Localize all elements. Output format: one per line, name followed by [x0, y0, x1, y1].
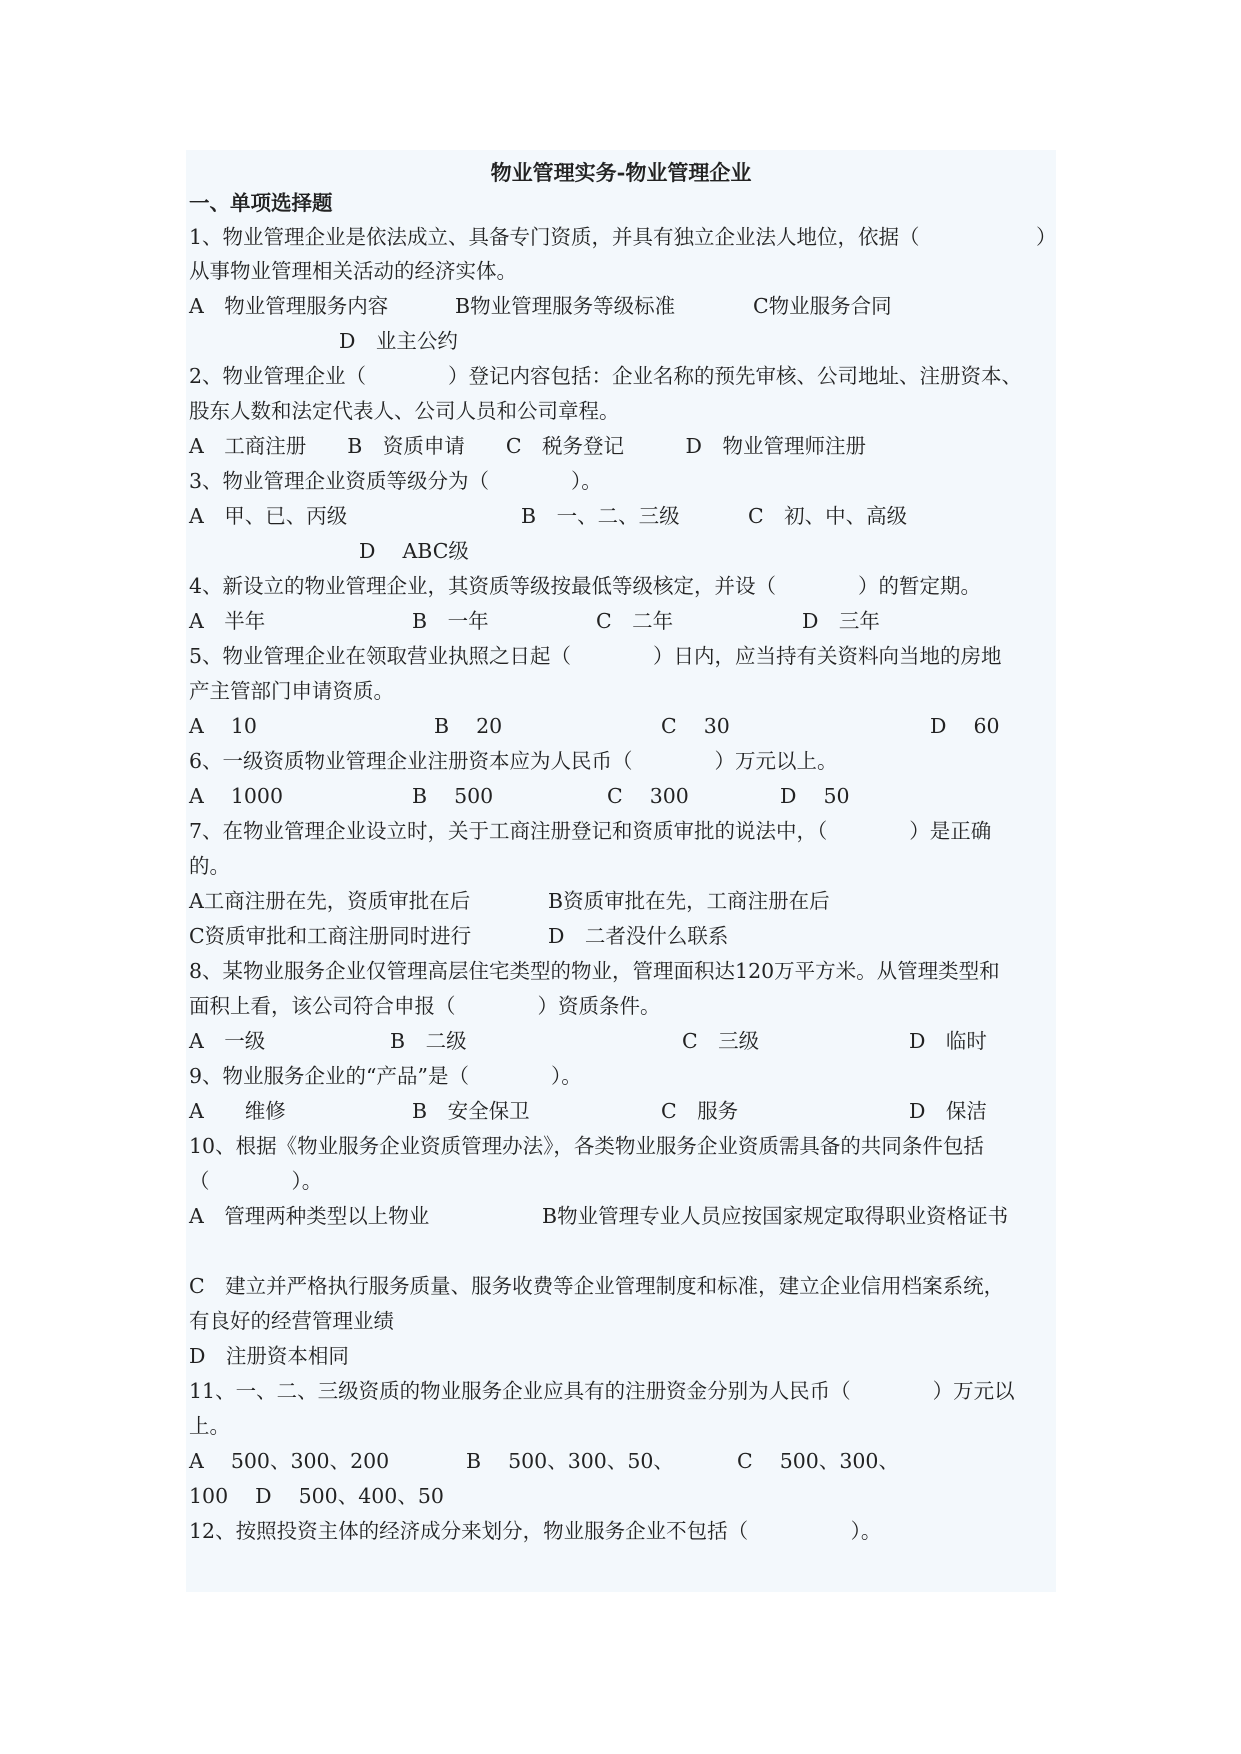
- question-6-option-b: B 500: [412, 784, 494, 808]
- question-3-option-c: C 初、中、高级: [748, 504, 908, 528]
- question-1-option-b: B物业管理服务等级标准: [455, 294, 676, 318]
- question-8-option-c: C 三级: [682, 1029, 760, 1053]
- question-2-line-1: 2、物业管理企业（ ）登记内容包括：企业名称的预先审核、公司地址、注册资本、: [189, 364, 1023, 388]
- question-8-line-2: 面积上看，该公司符合申报（ ）资质条件。: [189, 994, 661, 1018]
- question-4-option-a: A 半年: [189, 609, 266, 633]
- question-7-option-a: A工商注册在先，资质审批在后: [189, 889, 471, 913]
- question-4-option-c: C 二年: [596, 609, 674, 633]
- question-10-option-a: A 管理两种类型以上物业: [189, 1204, 430, 1228]
- question-5-line-2: 产主管部门申请资质。: [189, 679, 394, 703]
- question-11-option-b: B 500、300、50、: [466, 1449, 674, 1473]
- question-6-option-c: C 300: [607, 784, 689, 808]
- question-9-option-d: D 保洁: [909, 1099, 987, 1123]
- question-2-line-2: 股东人数和法定代表人、公司人员和公司章程。: [189, 399, 620, 423]
- section-heading: 一、单项选择题: [189, 191, 333, 215]
- question-10-option-c-line-1: C 建立并严格执行服务质量、服务收费等企业管理制度和标准，建立企业信用档案系统，: [189, 1274, 1005, 1298]
- question-3-line-1: 3、物业管理企业资质等级分为（ ）。: [189, 469, 602, 493]
- question-1-option-c: C物业服务合同: [753, 294, 892, 318]
- question-11-option-c: C 500、300、: [737, 1449, 899, 1473]
- question-9-option-a: A 维修: [189, 1099, 286, 1123]
- question-6-option-a: A 1000: [189, 784, 283, 808]
- question-4-option-d: D 三年: [802, 609, 880, 633]
- question-5-option-d: D 60: [930, 714, 1000, 738]
- question-10-option-c-line-2: 有良好的经营管理业绩: [189, 1309, 394, 1333]
- question-7-option-b: B资质审批在先，工商注册在后: [548, 889, 830, 913]
- question-10-option-d: D 注册资本相同: [189, 1344, 349, 1368]
- question-11-line-4: 100 D 500、400、50: [189, 1484, 444, 1508]
- question-7-option-d: D 二者没什么联系: [548, 924, 729, 948]
- question-9-option-b: B 安全保卫: [412, 1099, 530, 1123]
- question-8-option-b: B 二级: [390, 1029, 467, 1053]
- question-6-option-d: D 50: [780, 784, 850, 808]
- question-6-line-1: 6、一级资质物业管理企业注册资本应为人民币（ ）万元以上。: [189, 749, 838, 773]
- question-11-line-2: 上。: [189, 1414, 230, 1438]
- question-5-option-c: C 30: [661, 714, 730, 738]
- question-9-option-c: C 服务: [661, 1099, 739, 1123]
- question-4-line-1: 4、新设立的物业管理企业，其资质等级按最低等级核定，并设（ ）的暂定期。: [189, 574, 982, 598]
- question-10-line-2: （ ）。: [189, 1169, 323, 1193]
- question-7-line-1: 7、在物业管理企业设立时，关于工商注册登记和资质审批的说法中，（ ）是正确: [189, 819, 992, 843]
- question-3-option-b: B 一、二、三级: [521, 504, 680, 528]
- question-8-option-d: D 临时: [909, 1029, 987, 1053]
- question-11-option-a: A 500、300、200: [189, 1449, 390, 1473]
- question-10-line-1: 10、根据《物业服务企业资质管理办法》，各类物业服务企业资质需具备的共同条件包括: [189, 1134, 984, 1158]
- question-7-option-c: C资质审批和工商注册同时进行: [189, 924, 472, 948]
- question-1-line-2: 从事物业管理相关活动的经济实体。: [189, 259, 517, 283]
- question-3-option-d: D ABC级: [359, 539, 469, 563]
- question-1-line-1: 1、物业管理企业是依法成立、具备专门资质，并具有独立企业法人地位，依据（: [189, 225, 920, 249]
- question-1-option-a: A 物业管理服务内容: [189, 294, 389, 318]
- question-3-option-a: A 甲、已、丙级: [189, 504, 348, 528]
- question-5-line-1: 5、物业管理企业在领取营业执照之日起（ ）日内，应当持有关资料向当地的房地: [189, 644, 1002, 668]
- question-9-line-1: 9、物业服务企业的“产品”是（ ）。: [189, 1064, 582, 1088]
- question-4-option-b: B 一年: [412, 609, 489, 633]
- question-8-option-a: A 一级: [189, 1029, 266, 1053]
- question-10-option-b: B物业管理专业人员应按国家规定取得职业资格证书: [542, 1204, 1009, 1228]
- question-1-bracket: ）: [1036, 225, 1057, 249]
- question-5-option-b: B 20: [434, 714, 503, 738]
- question-8-line-1: 8、某物业服务企业仅管理高层住宅类型的物业，管理面积达120万平方米。从管理类型和: [189, 959, 1000, 983]
- question-2-options: A 工商注册 B 资质申请 C 税务登记 D 物业管理师注册: [189, 434, 866, 458]
- question-12-line-1: 12、按照投资主体的经济成分来划分，物业服务企业不包括（ ）。: [189, 1519, 882, 1543]
- question-5-option-a: A 10: [189, 714, 257, 738]
- question-1-option-d: D 业主公约: [339, 329, 458, 353]
- question-11-line-1: 11、一、二、三级资质的物业服务企业应具有的注册资金分别为人民币（ ）万元以: [189, 1379, 1015, 1403]
- question-7-line-2: 的。: [189, 854, 230, 878]
- page-title: 物业管理实务-物业管理企业: [490, 160, 752, 185]
